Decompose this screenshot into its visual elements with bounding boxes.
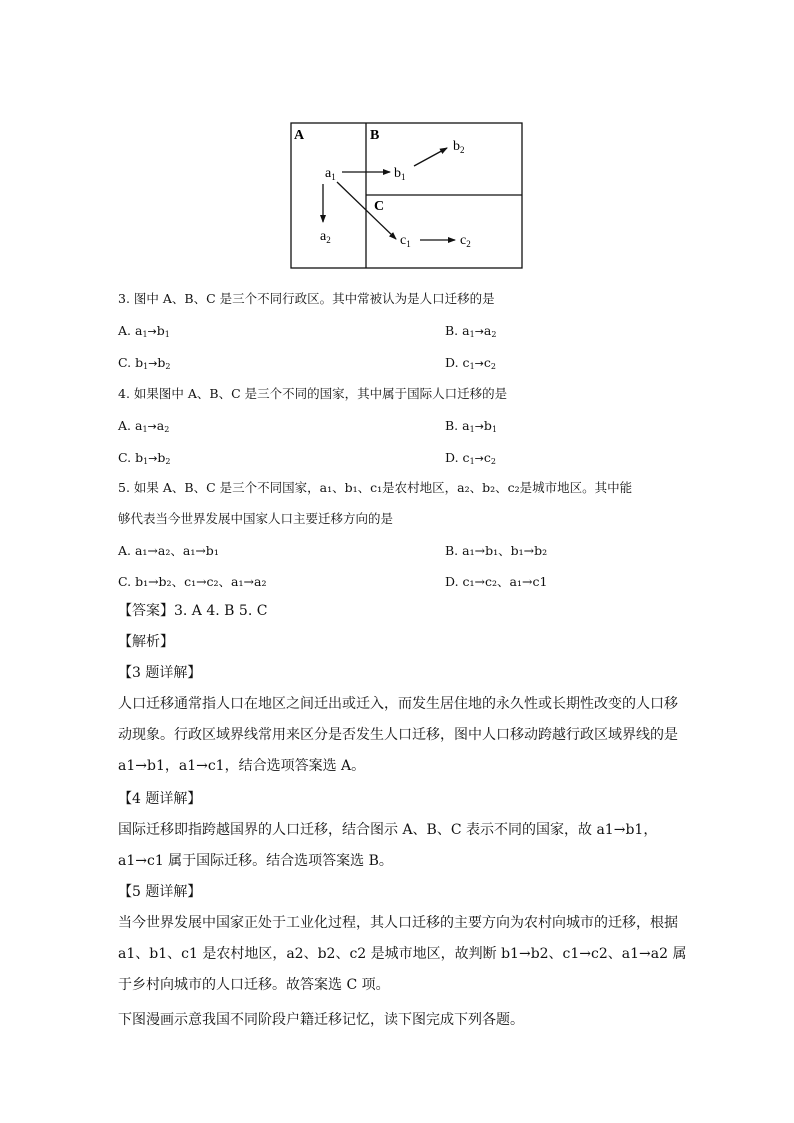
- q4-detail-heading: 【4 题详解】: [118, 791, 202, 807]
- q5-option-c: C. b₁→b₂、c₁→c₂、a₁→a₂: [118, 574, 267, 589]
- q5-detail-text: 当今世界发展中国家正处于工业化过程，其人口迁移的主要方向为农村向城市的迁移，根据 a1、b1、c1 是农村地区，a2、b2、c2 是城市地区，故判断 b1→b2、c1→c2、a1→a2 属于乡村向城市的人口迁移。故答案选 C 项。: [118, 915, 687, 993]
- q4-option-b: B. $a_1\to b_1$: [445, 418, 498, 434]
- q3-detail-heading: 【3 题详解】: [118, 665, 202, 681]
- q3-option-a: A. $a_1\to b_1$: [118, 323, 170, 339]
- q3-stem: 3. 图中 A、B、C 是三个不同行政区。其中常被认为是人口迁移的是: [118, 291, 495, 306]
- q3-detail-text: 人口迁移通常指人口在地区之间迁出或迁入，而发生居住地的永久性或长期性改变的人口移动现象。行政区域界线常用来区分是否发生人口迁移，图中人口移动跨越行政区域界线的是 a1→b1，a1→c1，结合选项答案选 A。: [118, 696, 678, 774]
- q4-option-d: D. $c_1\to c_2$: [445, 450, 496, 466]
- node-c1: $c_1$: [400, 233, 411, 249]
- node-a1: $a_1$: [325, 166, 336, 182]
- analysis-heading: 【解析】: [118, 634, 174, 650]
- closing-text: 下图漫画示意我国不同阶段户籍迁移记忆，读下图完成下列各题。: [118, 1012, 524, 1028]
- q5-option-d: D. c₁→c₂、a₁→c1: [445, 574, 548, 589]
- node-b2: $b_2$: [453, 139, 465, 155]
- region-label-b: B: [370, 128, 380, 143]
- q3-option-d: D. $c_1\to c_2$: [445, 355, 496, 371]
- migration-diagram: [290, 122, 524, 270]
- q5-detail-heading: 【5 题详解】: [118, 884, 202, 900]
- q4-stem: 4. 如果图中 A、B、C 是三个不同的国家，其中属于国际人口迁移的是: [118, 386, 508, 401]
- region-label-c: C: [374, 199, 385, 214]
- arrow-b1-b2: [414, 148, 447, 166]
- q5-stem-line1: 5. 如果 A、B、C 是三个不同国家，a₁、b₁、c₁是农村地区，a₂、b₂、c₂是城市地区。其中能: [118, 480, 633, 495]
- q4-option-c: C. $b_1\to b_2$: [118, 450, 171, 466]
- node-b1: $b_1$: [394, 166, 406, 182]
- q3-option-c: C. $b_1\to b_2$: [118, 355, 171, 371]
- q5-option-b: B. a₁→b₁、b₁→b₂: [445, 543, 548, 558]
- region-label-a: A: [294, 128, 305, 143]
- node-c2: $c_2$: [460, 233, 471, 249]
- q5-option-a: A. a₁→a₂、a₁→b₁: [118, 543, 219, 558]
- q5-stem-line2: 够代表当今世界发展中国家人口主要迁移方向的是: [118, 511, 394, 526]
- node-a2: $a_2$: [320, 229, 331, 245]
- answer-line: 【答案】3. A 4. B 5. C: [118, 603, 268, 619]
- q4-detail-text: 国际迁移即指跨越国界的人口迁移，结合图示 A、B、C 表示不同的国家，故 a1→b1，a1→c1 属于国际迁移。结合选项答案选 B。: [118, 822, 658, 869]
- q4-option-a: A. $a_1\to a_2$: [118, 418, 170, 434]
- q3-option-b: B. $a_1\to a_2$: [445, 323, 497, 339]
